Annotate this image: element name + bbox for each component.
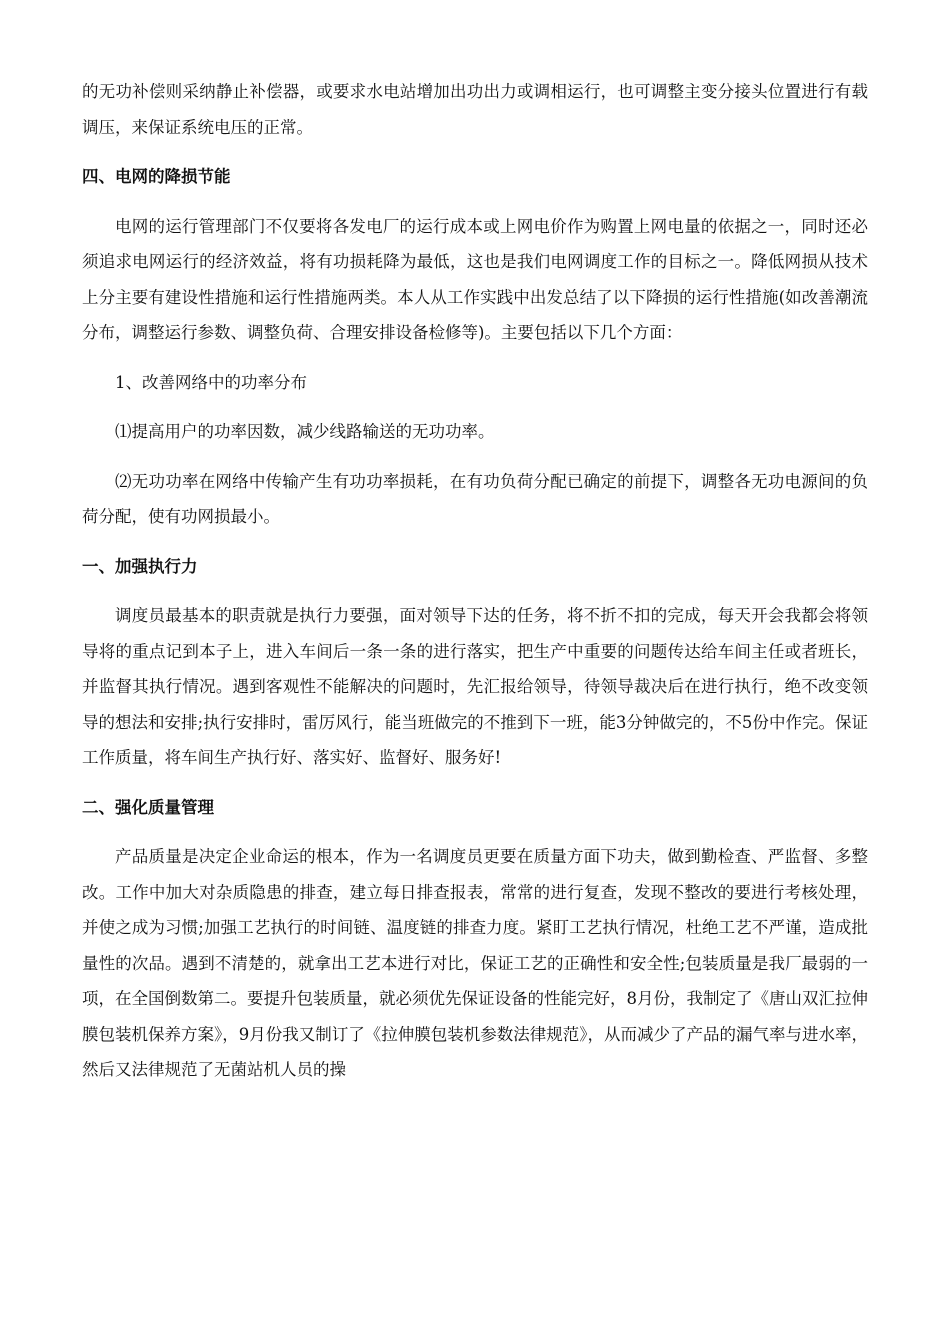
section-heading-quality: 二、强化质量管理 <box>82 797 214 817</box>
paragraph-loss-reduction: 电网的运行管理部门不仅要将各发电厂的运行成本或上网电价作为购置上网电量的依据之一，同时还必须追求电网运行的经济效益，将有功损耗降为最低，这也是我们电网调度工作的目标之一。降低网损从技术上分主要有建设性措施和运行性措施两类。本人从工作实践中出发总结了以下降损的运行性措施(如改善潮流分布，调整运行参数、调整负荷、合理安排设备检修等)。主要包括以下几个方面： <box>82 216 868 342</box>
list-item-power-distribution: 1、改善网络中的功率分布 <box>115 372 307 392</box>
list-item-power-factor: ⑴提高用户的功率因数，减少线路输送的无功功率。 <box>115 422 495 441</box>
section-heading-execution: 一、加强执行力 <box>82 556 198 576</box>
paragraph-quality: 产品质量是决定企业命运的根本，作为一名调度员更要在质量方面下功夫，做到勤检查、严监督、多整改。工作中加大对杂质隐患的排查，建立每日排查报表，常常的进行复查，发现不整改的要进行考核处理，并使之成为习惯;加强工艺执行的时间链、温度链的排查力度。紧盯工艺执行情况，杜绝工艺不严谨，造成批量性的次品。遇到不清楚的，就拿出工艺本进行对比，保证工艺的正确性和安全性;包装质量是我厂最弱的一项，在全国倒数第二。要提升包装质量，就必须优先保证设备的性能完好，8月份，我制定了《唐山双汇拉伸膜包装机保养方案》，9月份我又制订了《拉伸膜包装机参数法律规范》，从而减少了产品的漏气率与进水率，然后又法律规范了无菌站机人员的操 <box>82 847 868 1079</box>
paragraph-execution: 调度员最基本的职责就是执行力要强，面对领导下达的任务，将不折不扣的完成，每天开会我都会将领导将的重点记到本子上，进入车间后一条一条的进行落实，把生产中重要的问题传达给车间主任或者班长，并监督其执行情况。遇到客观性不能解决的问题时，先汇报给领导，待领导裁决后在进行执行，绝不改变领导的想法和安排;执行安排时，雷厉风行，能当班做完的不推到下一班，能3分钟做完的，不5份中作完。保证工作质量，将车间生产执行好、落实好、监督好、服务好! <box>82 606 868 767</box>
document-page <box>82 74 868 1088</box>
section-heading-loss-reduction: 四、电网的降损节能 <box>82 167 231 186</box>
list-item-reactive-power: ⑵无功功率在网络中传输产生有功功率损耗，在有功负荷分配已确定的前提下，调整各无功电源间的负荷分配，使有功网损最小。 <box>82 471 868 526</box>
paragraph-continuation: 的无功补偿则采纳静止补偿器，或要求水电站增加出功出力或调相运行，也可调整主变分接头位置进行有载调压，来保证系统电压的正常。 <box>82 82 868 137</box>
